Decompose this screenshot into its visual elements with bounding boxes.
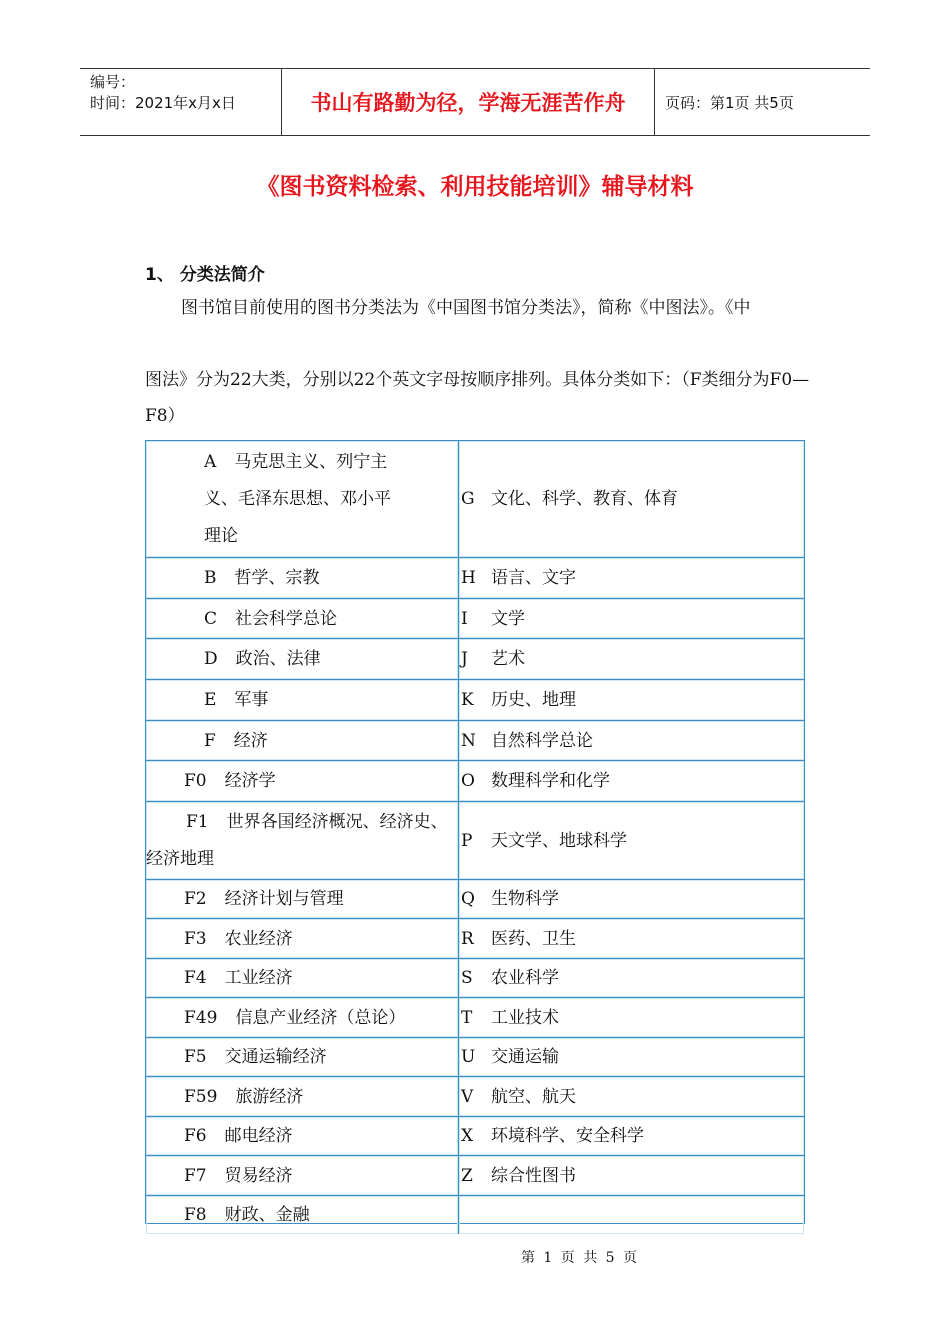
right-code: V — [461, 1086, 474, 1107]
header-time-label: 时间：2021年x月x日 — [90, 94, 236, 112]
right-text: 语言、文字 — [491, 568, 576, 588]
table-row — [146, 680, 804, 721]
left-code: F7 — [184, 1165, 207, 1186]
right-cell — [459, 761, 804, 802]
left-text: 经济学 — [224, 771, 276, 791]
left-code: F59 — [184, 1086, 218, 1107]
left-text: 工业经济 — [224, 968, 293, 988]
section-title: 1、 分类法简介 — [145, 265, 265, 285]
table-row — [146, 1038, 804, 1077]
left-cell — [146, 919, 459, 959]
right-cell — [459, 802, 804, 880]
table-row — [146, 558, 804, 599]
table-row — [146, 639, 804, 680]
header-page-info: 页码：第1页 共5页 — [665, 93, 794, 112]
left-cell — [146, 1156, 459, 1196]
left-cell — [146, 959, 459, 998]
left-code: F49 — [184, 1007, 218, 1028]
left-code: A — [204, 451, 217, 472]
left-code: F0 — [184, 771, 207, 791]
classification-table — [145, 440, 805, 1224]
right-cell — [459, 558, 804, 599]
table-row — [146, 880, 804, 919]
left-text: 邮电经济 — [224, 1126, 293, 1146]
left-code: C — [204, 608, 218, 629]
left-text: 经济 — [233, 730, 268, 751]
left-cell — [146, 680, 459, 721]
left-cell — [146, 639, 459, 680]
left-code: D — [204, 649, 218, 669]
right-cell — [459, 1038, 804, 1077]
table-row — [146, 1077, 804, 1117]
right-text: 文化、科学、教育、体育 — [491, 489, 678, 509]
right-cell — [459, 1156, 804, 1196]
left-code: F2 — [184, 889, 207, 909]
paragraph-2: 图法》分为22大类，分别以22个英文字母按顺序排列。具体分类如下：（F类细分为F0—F8） — [145, 370, 810, 426]
right-cell — [459, 721, 804, 761]
header-number-label: 编号： — [90, 73, 136, 91]
left-text: 世界各国经济概况、经济史、经济地理 — [146, 811, 448, 869]
right-code: R — [461, 928, 474, 949]
left-cell — [146, 1196, 459, 1234]
left-cell — [146, 721, 459, 761]
right-code: P — [461, 830, 473, 851]
left-text: 信息产业经济（总论） — [235, 1007, 406, 1028]
right-text: 交通运输 — [491, 1047, 559, 1067]
left-text: 财政、金融 — [224, 1205, 310, 1225]
left-text: 军事 — [234, 690, 269, 710]
left-code: F1 — [186, 811, 209, 832]
left-code: F4 — [184, 968, 207, 988]
left-text: 马克思主义、列宁主义、毛泽东思想、邓小平理论 — [204, 451, 391, 546]
header-meta — [80, 69, 282, 135]
left-code: F3 — [184, 928, 207, 949]
right-cell — [459, 1117, 804, 1156]
right-code: Q — [461, 889, 475, 909]
left-code: F6 — [184, 1126, 207, 1146]
left-code: E — [204, 690, 217, 710]
left-text: 农业经济 — [224, 928, 293, 949]
left-text: 经济计划与管理 — [224, 889, 344, 909]
left-cell — [146, 1038, 459, 1077]
table-row — [146, 959, 804, 998]
table-row — [146, 441, 804, 558]
left-text: 旅游经济 — [235, 1086, 304, 1107]
left-text: 交通运输经济 — [224, 1047, 327, 1067]
right-cell — [459, 441, 804, 558]
table-row — [146, 721, 804, 761]
right-cell — [459, 1196, 804, 1234]
left-cell — [146, 1117, 459, 1156]
right-code: X — [461, 1126, 474, 1146]
right-cell — [459, 1077, 804, 1117]
left-text: 政治、法律 — [235, 649, 321, 669]
left-text: 哲学、宗教 — [234, 568, 320, 588]
right-text: 农业科学 — [491, 968, 559, 988]
footer-page-text: 第 1 页 共 5 页 — [520, 1250, 640, 1266]
left-cell — [146, 880, 459, 919]
right-cell — [459, 919, 804, 959]
right-text: 艺术 — [491, 649, 525, 669]
right-text: 生物科学 — [491, 889, 559, 909]
table-row — [146, 761, 804, 802]
table-row — [146, 919, 804, 959]
right-cell — [459, 880, 804, 919]
right-text: 航空、航天 — [491, 1086, 576, 1107]
table-row — [146, 1156, 804, 1196]
right-cell — [459, 959, 804, 998]
right-code: N — [461, 730, 476, 751]
right-text: 综合性图书 — [491, 1165, 576, 1186]
left-cell — [146, 558, 459, 599]
left-cell — [146, 802, 459, 880]
right-code: S — [461, 968, 473, 988]
classification-table-body — [146, 441, 804, 1234]
right-cell — [459, 599, 804, 639]
right-code: K — [461, 690, 474, 710]
left-cell — [146, 1077, 459, 1117]
table-row — [146, 802, 804, 880]
right-code: O — [461, 771, 475, 791]
right-text: 数理科学和化学 — [491, 771, 610, 791]
header-motto: 书山有路勤为径，学海无涯苦作舟 — [282, 69, 655, 135]
right-code: H — [461, 568, 476, 588]
paragraph-1: 图书馆目前使用的图书分类法为《中国图书馆分类法》，简称《中图法》。《中 — [181, 298, 751, 318]
right-code: I — [461, 608, 468, 629]
right-code: Z — [461, 1165, 473, 1186]
right-text: 天文学、地球科学 — [491, 830, 627, 851]
right-text: 环境科学、安全科学 — [491, 1126, 644, 1146]
right-cell — [459, 639, 804, 680]
left-cell — [146, 998, 459, 1038]
left-text: 贸易经济 — [224, 1165, 293, 1186]
left-cell — [146, 441, 459, 558]
right-text: 文学 — [491, 608, 525, 629]
right-cell — [459, 998, 804, 1038]
right-cell — [459, 680, 804, 721]
left-cell — [146, 599, 459, 639]
left-code: F8 — [184, 1205, 207, 1225]
page-footer — [0, 1247, 950, 1267]
table-row — [146, 998, 804, 1038]
right-text: 医药、卫生 — [491, 928, 576, 949]
left-code: F — [204, 730, 216, 751]
table-row — [146, 1117, 804, 1156]
right-text: 历史、地理 — [491, 690, 576, 710]
left-code: F5 — [184, 1047, 207, 1067]
left-text: 社会科学总论 — [235, 608, 338, 629]
table-row — [146, 1196, 804, 1234]
right-code: J — [461, 649, 468, 669]
right-text: 工业技术 — [491, 1007, 559, 1028]
table-row — [146, 599, 804, 639]
left-code: B — [204, 568, 217, 588]
right-code: U — [461, 1047, 476, 1067]
right-code: G — [461, 489, 475, 509]
document-title: 《图书资料检索、利用技能培训》辅导材料 — [256, 174, 694, 200]
right-code: T — [461, 1007, 473, 1028]
right-text: 自然科学总论 — [491, 730, 593, 751]
left-cell — [146, 761, 459, 802]
page-header — [80, 68, 870, 136]
